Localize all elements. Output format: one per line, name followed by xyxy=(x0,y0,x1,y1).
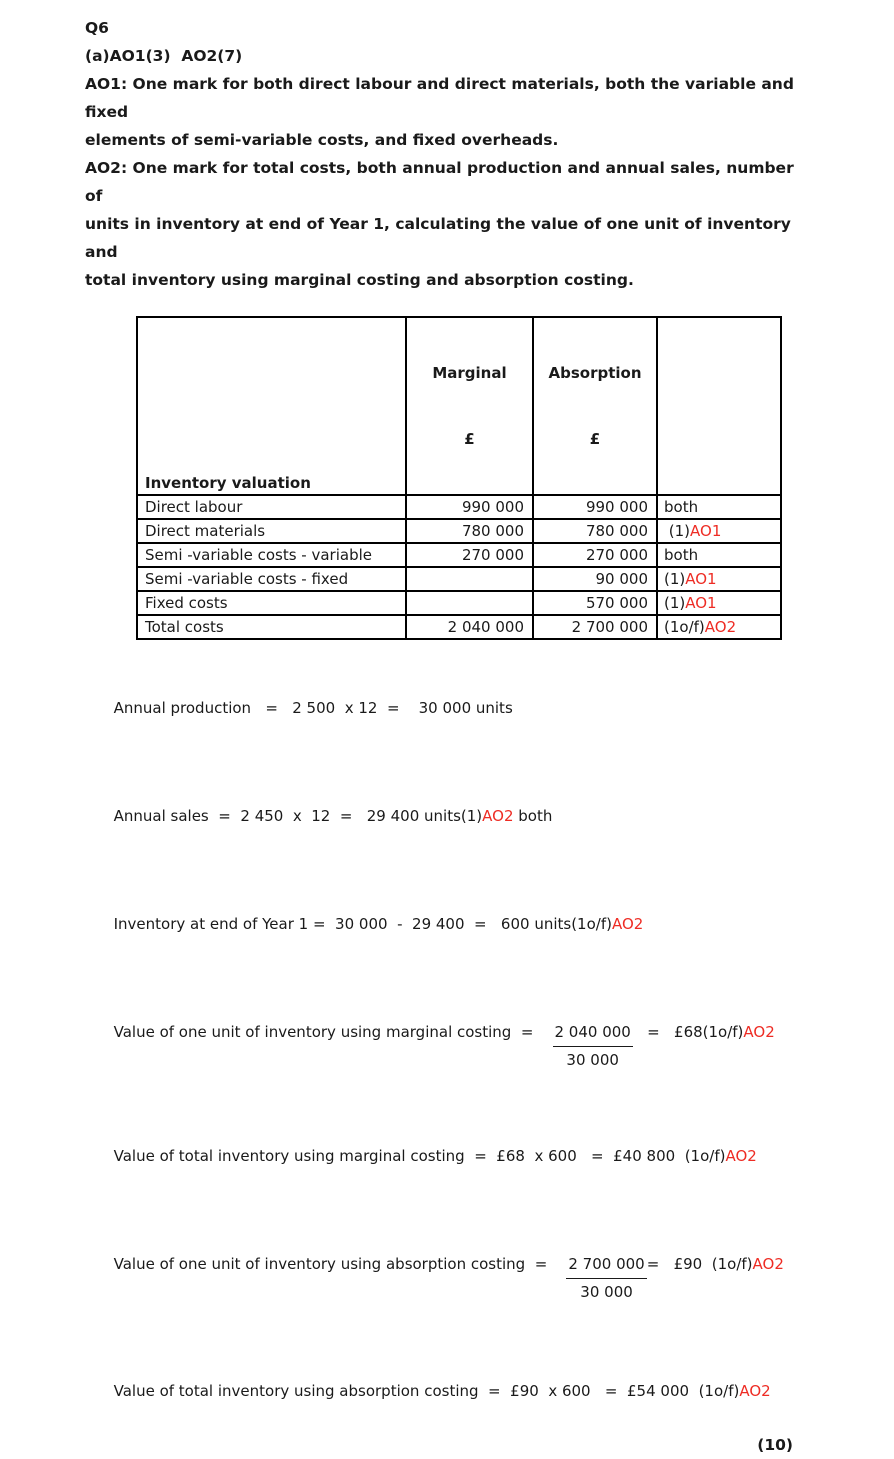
table-row-semi-variable-fixed xyxy=(137,567,781,591)
fraction-numerator: 2 040 000 xyxy=(553,1019,633,1047)
marginal-value-cell: 270 000 xyxy=(406,543,533,567)
marginal-value-cell: 990 000 xyxy=(406,495,533,519)
ao-mark-red: AO2 xyxy=(725,1147,757,1165)
calc-text-after: both xyxy=(513,807,553,825)
calc-text: Inventory at end of Year 1 = 30 000 - 29 400 = 600 units(1o/f) xyxy=(113,915,612,933)
marginal-value-cell: 2 040 000 xyxy=(406,615,533,639)
header-absorption-currency: £ xyxy=(589,430,601,448)
total-marks-badge: (10) xyxy=(757,1436,793,1454)
mark-cell xyxy=(657,615,781,639)
marginal-value-cell xyxy=(406,591,533,615)
mark-cell xyxy=(657,519,781,543)
row-label-cell: Semi -variable costs - fixed xyxy=(137,567,406,591)
row-label-cell: Total costs xyxy=(137,615,406,639)
header-marginal xyxy=(406,317,533,495)
header-marginal-currency: £ xyxy=(464,430,475,448)
fraction-denominator: 30 000 xyxy=(566,1051,619,1069)
ao-mark-red: AO2 xyxy=(743,1023,775,1041)
mark-ao-red: AO1 xyxy=(685,594,717,612)
calc-unit-value-absorption xyxy=(85,1224,809,1333)
ao2-guidance-line-2: units in inventory at end of Year 1, calculating the value of one unit of inventory and xyxy=(85,215,797,261)
ao-mark-red: AO2 xyxy=(482,807,514,825)
header-absorption-title: Absorption xyxy=(548,364,642,382)
absorption-value-cell: 990 000 xyxy=(533,495,657,519)
fraction-denominator: 30 000 xyxy=(580,1283,633,1301)
absorption-value-cell: 90 000 xyxy=(533,567,657,591)
absorption-value-cell: 780 000 xyxy=(533,519,657,543)
ao-mark-red: AO2 xyxy=(611,915,644,933)
calc-text: Annual production = 2 500 x 12 = 30 000 units xyxy=(113,699,513,717)
header-inventory-valuation: Inventory valuation xyxy=(137,317,406,495)
calc-text: Value of total inventory using marginal costing = £68 x 600 = £40 800 (1o/f) xyxy=(113,1147,726,1165)
question-guidance-block xyxy=(85,14,809,294)
calc-annual-sales xyxy=(85,776,809,857)
mark-text: both xyxy=(664,498,699,516)
mark-text: (1o/f) xyxy=(664,618,705,636)
ao2-guidance-line-3: total inventory using marginal costing and absorption costing. xyxy=(85,271,634,289)
fraction xyxy=(553,1019,633,1074)
calc-unit-value-marginal xyxy=(85,992,809,1101)
calc-text: Annual sales = 2 450 x 12 = 29 400 units(1) xyxy=(113,807,483,825)
ao2-guidance-line-1: AO2: One mark for total costs, both annual production and annual sales, number of xyxy=(85,159,800,205)
ao-mark-red: AO2 xyxy=(752,1255,784,1273)
marginal-value-cell xyxy=(406,567,533,591)
calc-result: = £90 (1o/f) xyxy=(646,1255,753,1273)
header-absorption xyxy=(533,317,657,495)
mark-cell xyxy=(657,567,781,591)
mark-text: (1) xyxy=(664,570,686,588)
table-header-row xyxy=(137,317,781,495)
calc-text: Value of total inventory using absorption costing = £90 x 600 = £54 000 (1o/f) xyxy=(113,1382,740,1400)
calc-total-value-marginal xyxy=(85,1116,809,1197)
table-row-direct-materials xyxy=(137,519,781,543)
mark-cell xyxy=(657,495,781,519)
fraction-numerator: 2 700 000 xyxy=(566,1251,646,1279)
row-label-cell: Semi -variable costs - variable xyxy=(137,543,406,567)
ao1-guidance-line-1: AO1: One mark for both direct labour and direct materials, both the variable and fixed xyxy=(85,75,800,121)
table-row-direct-labour xyxy=(137,495,781,519)
mark-ao-red: AO1 xyxy=(685,570,717,588)
absorption-value-cell: 2 700 000 xyxy=(533,615,657,639)
mark-text: both xyxy=(664,546,699,564)
row-label-cell: Direct materials xyxy=(137,519,406,543)
header-marks-empty xyxy=(657,317,781,495)
ao-mark-red: AO2 xyxy=(739,1382,771,1400)
calculations-block xyxy=(85,668,809,1459)
marginal-value-cell: 780 000 xyxy=(406,519,533,543)
inventory-valuation-table xyxy=(136,316,782,640)
mark-ao-red: AO2 xyxy=(704,618,737,636)
mark-text: (1) xyxy=(664,522,691,540)
header-marginal-title: Marginal xyxy=(432,364,507,382)
calc-total-value-absorption xyxy=(85,1351,809,1432)
fraction xyxy=(566,1251,646,1306)
ao1-guidance-line-2: elements of semi-variable costs, and fixed overheads. xyxy=(85,131,559,149)
question-number: Q6 xyxy=(85,19,109,37)
calc-inventory-end-year1 xyxy=(85,884,809,965)
row-label-cell: Fixed costs xyxy=(137,591,406,615)
marks-allocation-line: (a)AO1(3) AO2(7) xyxy=(85,47,243,65)
mark-cell xyxy=(657,591,781,615)
mark-ao-red: AO1 xyxy=(690,522,722,540)
mark-cell xyxy=(657,543,781,567)
calc-result: = £68(1o/f) xyxy=(632,1023,744,1041)
absorption-value-cell: 570 000 xyxy=(533,591,657,615)
table-row-semi-variable-variable xyxy=(137,543,781,567)
row-label-cell: Direct labour xyxy=(137,495,406,519)
calc-text: Value of one unit of inventory using marginal costing = xyxy=(113,1023,553,1041)
table-row-fixed-costs xyxy=(137,591,781,615)
absorption-value-cell: 270 000 xyxy=(533,543,657,567)
table-row-total-costs xyxy=(137,615,781,639)
calc-annual-production xyxy=(85,668,809,749)
calc-text: Value of one unit of inventory using absorption costing = xyxy=(113,1255,567,1273)
mark-text: (1) xyxy=(664,594,686,612)
